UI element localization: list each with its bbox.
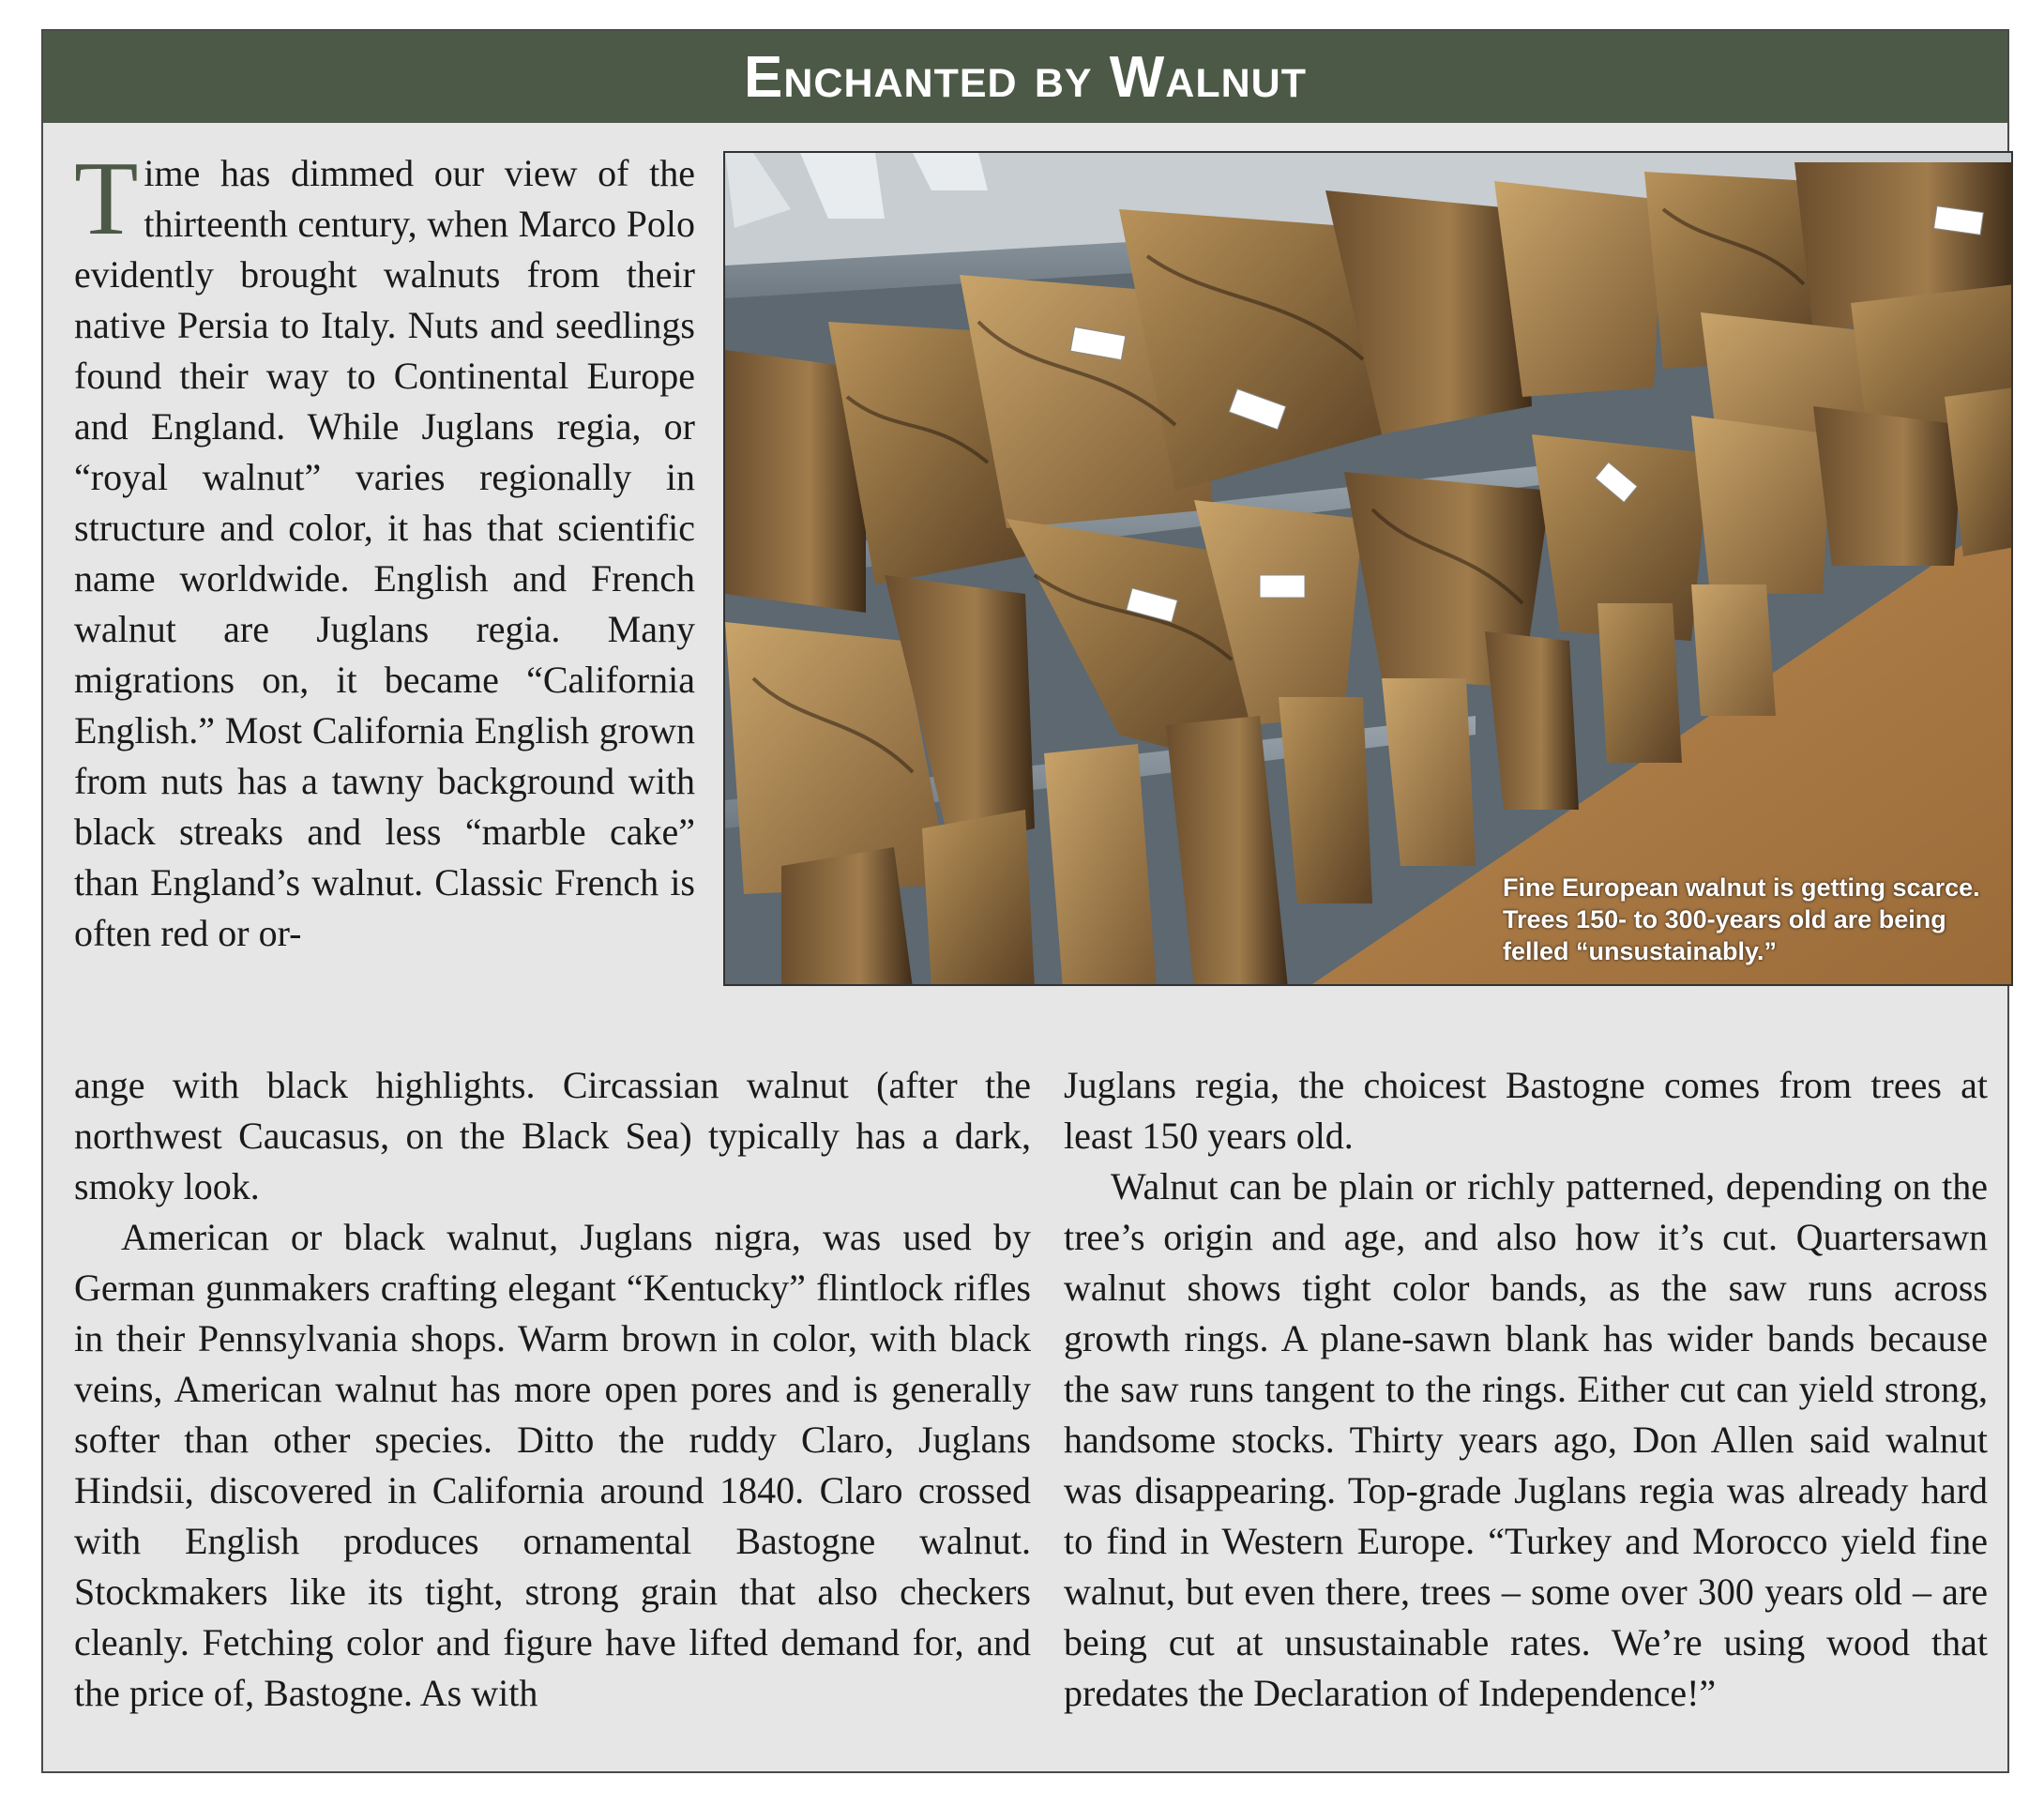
paragraph: Juglans regia, the choicest Bastogne comes from trees at least 150 years old. xyxy=(1064,1064,1988,1157)
photo-caption xyxy=(1503,872,1991,967)
caption-line: Fine European walnut is getting scarce. xyxy=(1503,873,1980,902)
article-lead xyxy=(74,141,695,959)
article-column-right xyxy=(1064,1060,1988,1719)
article-sidebar xyxy=(41,29,2009,1773)
lead-text: ime has dimmed our view of the thirteenth century, when Marco Polo evidently brought walnuts from their native Persia to Italy. Nuts and seedlings found their way to Continental Europe and England. While Juglans regia, or “royal walnut” varies regionally in structure and color, it has that scientific name worldwide. English and French walnut are Juglans regia. Many migrations on, it became “California English.” Most California English grown from nuts has a tawny background with black streaks and less “marble cake” than England’s walnut. Classic French is often red or or- xyxy=(74,152,695,954)
paragraph: American or black walnut, Juglans nigra, was used by German gunmakers crafting elegant “Kentucky” flintlock rifles in their Pennsylvania shops. Warm brown in color, with black veins, American walnut has more open pores and is generally softer than other species. Ditto the ruddy Claro, Juglans Hindsii, discovered in California around 1840. Claro crossed with English produces ornamental Bastogne walnut. Stockmakers like its tight, strong grain that also checkers cleanly. Fetching color and figure have lifted demand for, and the price of, Bastogne. As with xyxy=(74,1216,1031,1714)
article-title: Enchanted by Walnut xyxy=(43,31,2007,123)
caption-line: Trees 150- to 300-years old are being xyxy=(1503,905,1946,933)
walnut-blanks-illustration xyxy=(725,153,2013,986)
paragraph: Walnut can be plain or richly patterned, depending on the tree’s origin and age, and also how it’s cut. Quartersawn walnut shows tight color bands, as the saw runs across growth rings. A plane-sawn blank has wider bands because the saw runs tangent to the rings. Either cut can yield strong, handsome stocks. Thirty years ago, Don Allen said walnut was disappearing. Top-grade Juglans regia was already hard to find in Western Europe. “Turkey and Morocco yield fine walnut, but even there, trees – some over 300 years old – are being cut at unsustainable rates. We’re using wood that predates the Declaration of Independence!” xyxy=(1064,1165,1988,1714)
drop-cap: T xyxy=(74,141,139,257)
walnut-blanks-photo xyxy=(723,151,2013,986)
paragraph: ange with black highlights. Circassian walnut (after the northwest Caucasus, on the Black Sea) typically has a dark, smoky look. xyxy=(74,1064,1031,1207)
article-column-left xyxy=(74,1060,1031,1719)
caption-line: felled “unsustainably.” xyxy=(1503,937,1778,965)
